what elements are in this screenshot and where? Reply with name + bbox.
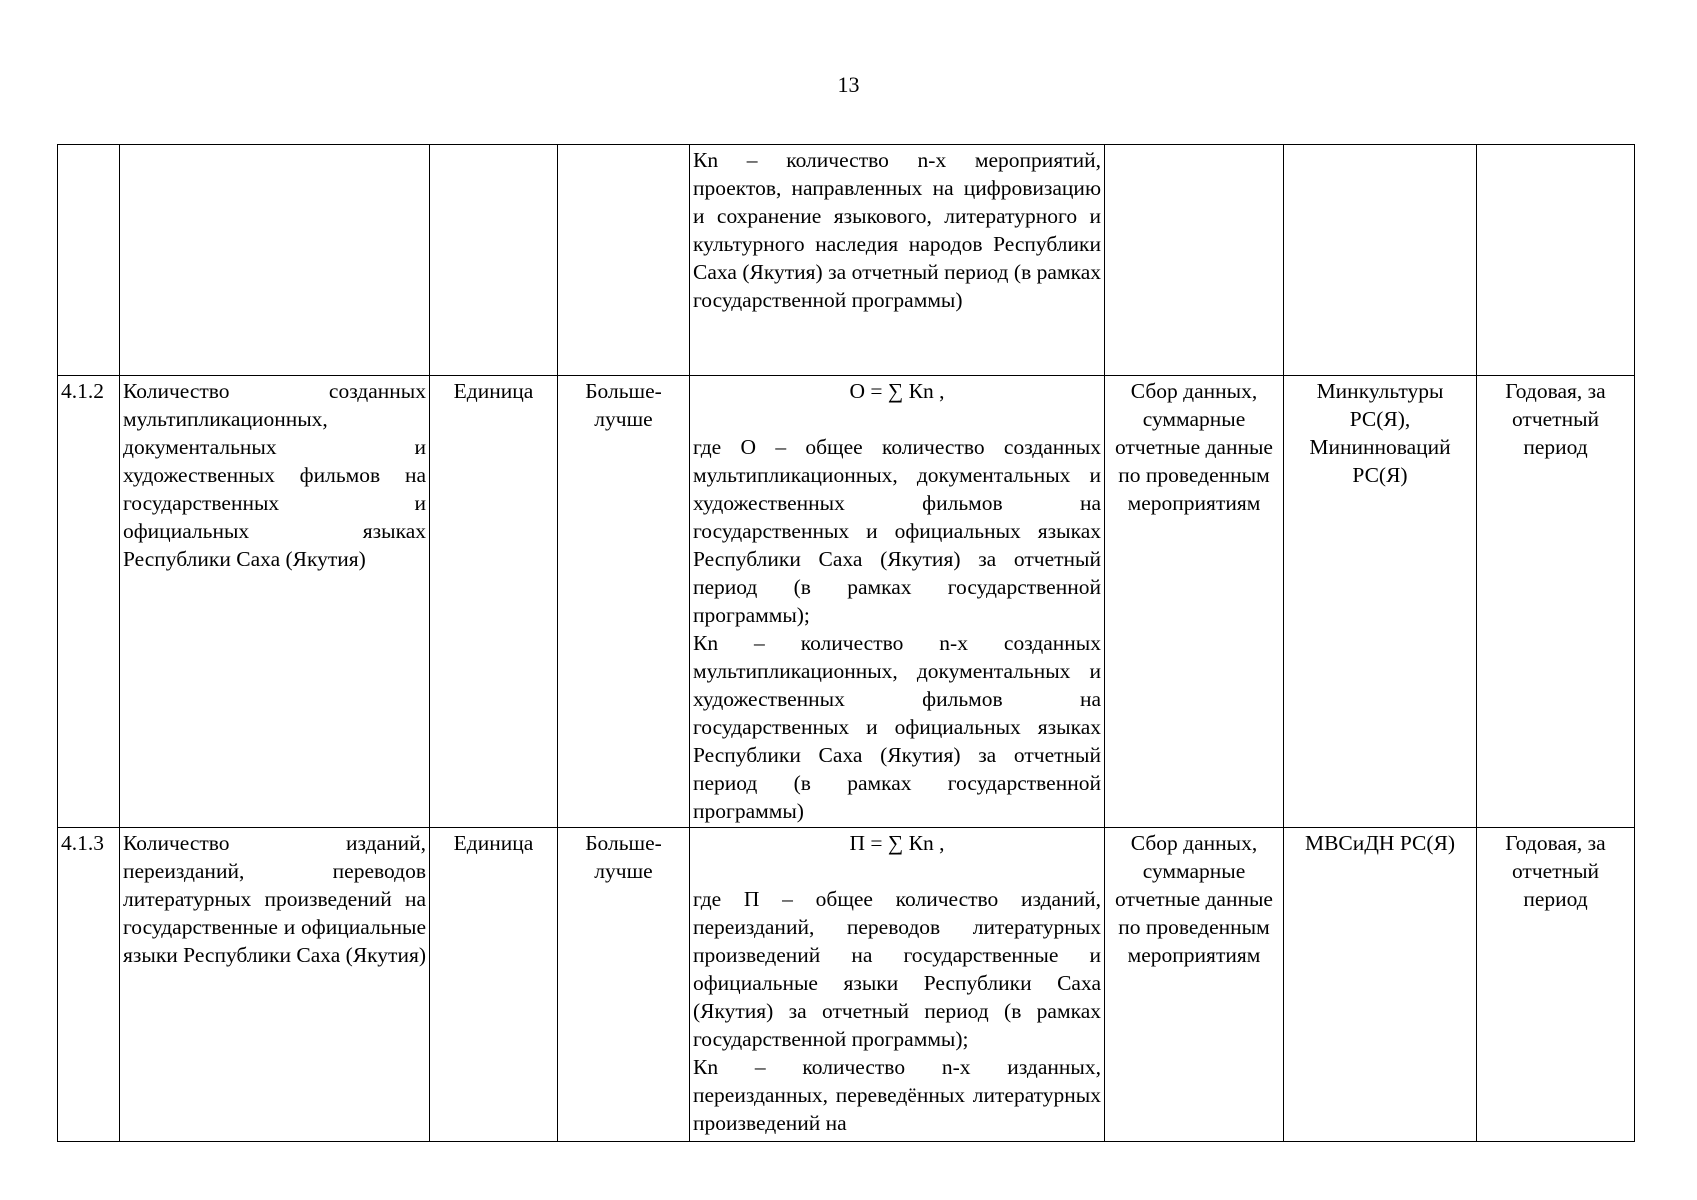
row-number-cell <box>58 145 120 376</box>
responsible-cell <box>1284 145 1477 376</box>
data-source-cell <box>1105 145 1284 376</box>
period-cell <box>1477 145 1635 376</box>
table-row <box>58 145 1635 376</box>
responsible-cell: МВСиДН РС(Я) <box>1284 828 1477 1142</box>
indicator-name-cell: Количество изданий, переизданий, переводов литературных произведений на государственные и официальные языки Республики Саха (Якутия) <box>120 828 430 1142</box>
formula-cell <box>690 376 1105 828</box>
direction-cell: Больше-лучше <box>558 376 690 828</box>
table-row <box>58 828 1635 1142</box>
period-cell: Годовая, за отчетный период <box>1477 376 1635 828</box>
formula-cell <box>690 828 1105 1142</box>
page-number: 13 <box>837 72 860 97</box>
unit-cell <box>430 145 558 376</box>
direction-cell <box>558 145 690 376</box>
formula-expression: П = ∑ Кn , <box>849 831 945 855</box>
unit-cell: Единица <box>430 376 558 828</box>
direction-cell: Больше-лучше <box>558 828 690 1142</box>
indicator-name-cell: Количество созданных мультипликационных, документальных и художественных фильмов на государственных и официальных языках Республики Саха (Якутия) <box>120 376 430 828</box>
unit-cell: Единица <box>430 828 558 1142</box>
data-source-cell: Сбор данных, суммарные отчетные данные по проведенным мероприятиям <box>1105 376 1284 828</box>
formula-description: где П – общее количество изданий, переизданий, переводов литературных произведений на государственные и официальные языки Республики Саха (Якутия) за отчетный период (в рамках государственной программы); <box>693 887 1101 1051</box>
formula-expression: О = ∑ Кn , <box>849 379 945 403</box>
formula-cell <box>690 145 1105 376</box>
table-row <box>58 376 1635 828</box>
responsible-cell: Минкультуры РС(Я), Мининноваций РС(Я) <box>1284 376 1477 828</box>
row-number-cell: 4.1.2 <box>58 376 120 828</box>
row-number-cell: 4.1.3 <box>58 828 120 1142</box>
indicator-name-cell <box>120 145 430 376</box>
formula-description: Кn – количество n-х мероприятий, проектов, направленных на цифровизацию и сохранение языкового, литературного и культурного наследия народов Республики Саха (Якутия) за отчетный период (в рамках государственной программы) <box>693 148 1101 312</box>
formula-kn-definition: Кn – количество n-х изданных, переизданных, переведённых литературных произведений на <box>693 1055 1101 1135</box>
period-cell: Годовая, за отчетный период <box>1477 828 1635 1142</box>
indicators-table <box>57 144 1635 1142</box>
formula-kn-definition: Кn – количество n-х созданных мультипликационных, документальных и художественных фильмов на государственных и официальных языках Республики Саха (Якутия) за отчетный период (в рамках государственной программы) <box>693 631 1101 823</box>
data-source-cell: Сбор данных, суммарные отчетные данные по проведенным мероприятиям <box>1105 828 1284 1142</box>
formula-description: где О – общее количество созданных мультипликационных, документальных и художественных фильмов на государственных и официальных языках Республики Саха (Якутия) за отчетный период (в рамках государственной программы); <box>693 435 1101 627</box>
